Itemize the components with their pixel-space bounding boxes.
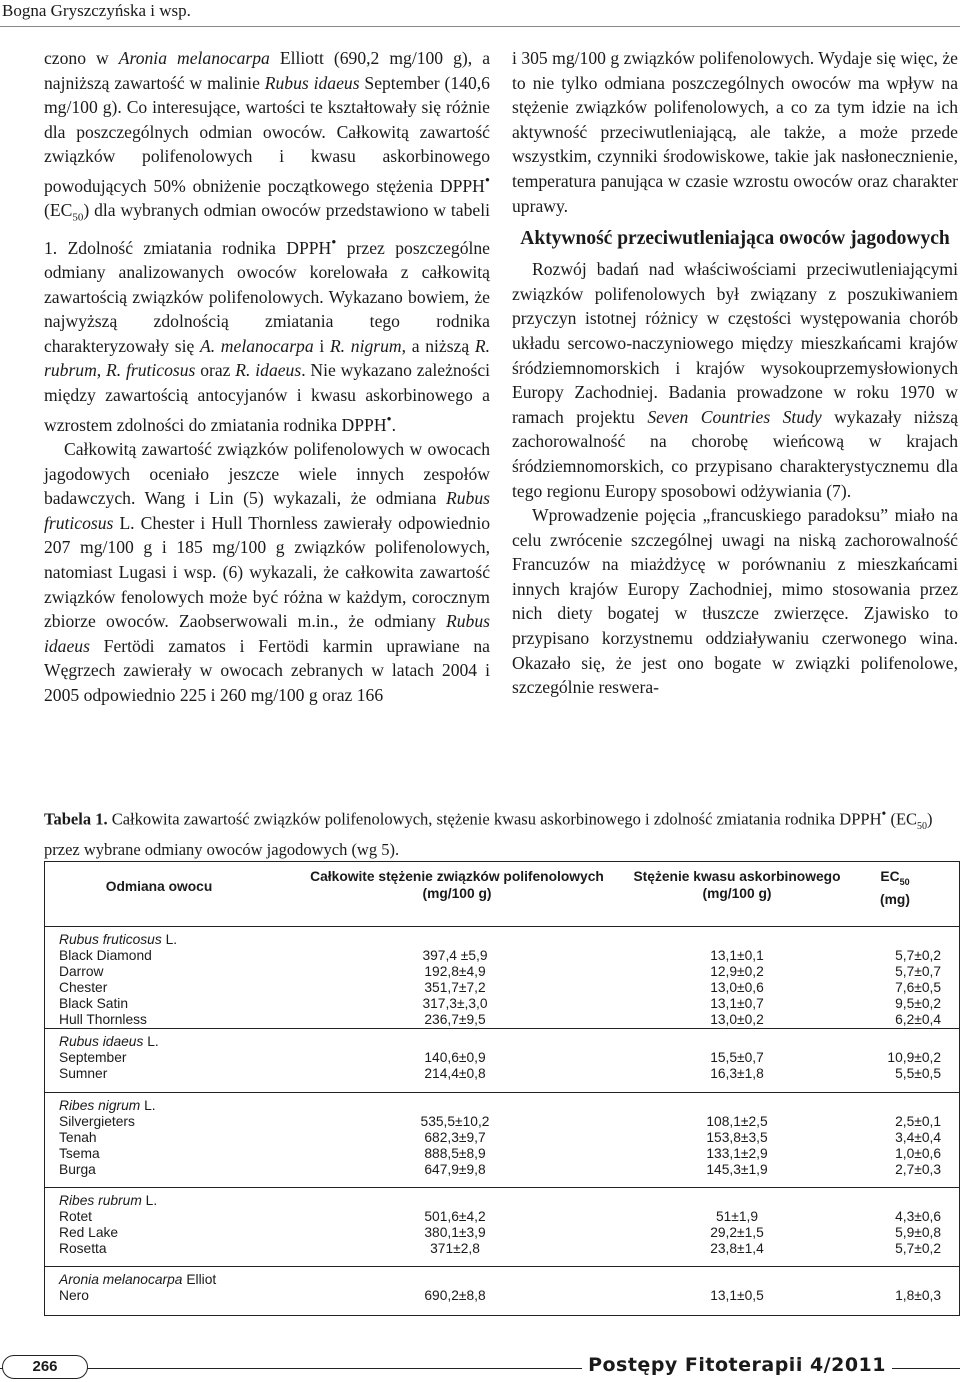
variety-name: Tenah: [59, 1130, 97, 1145]
polyphenol-value: 682,3±9,7: [424, 1130, 486, 1145]
table-caption: Tabela 1. Całkowita zawartość związków polifenolowych, stężenie kwasu askorbinowego i zdolność zmiatania rodnika DPPH• $(EC_{50})$ przez wybrane odmiany owoców jagodowych (wg 5).: [44, 806, 933, 859]
polyphenol-value: 236,7±9,5: [424, 1012, 486, 1027]
ec50-value: 10,9±0,2: [887, 1050, 941, 1065]
species-name: Rubus fruticosus L.: [59, 932, 178, 947]
ascorbic-value: 13,1±0,5: [710, 1288, 764, 1303]
species-name: Ribes nigrum L.: [59, 1098, 156, 1113]
variety-name: Darrow: [59, 964, 104, 979]
polyphenol-value: 317,3±,3,0: [422, 996, 488, 1011]
species-name: Rubus idaeus L.: [59, 1034, 159, 1049]
ec50-value: 6,2±0,4: [895, 1012, 941, 1027]
left-paragraph-2: Całkowitą zawartość związków polifenolowych w owocach jagodowych oceniało jeszcze wiele innych zespołów badawczych. Wang i Lin (5) wykazali, że odmiana Rubus fruticosus L. Chester i Hull Thornless zawierały odpowiednio 207 mg/100 g i 185 mg/100 g związków polifenolowych, natomiast Lugasi i wsp. (6) wykazali, że całkowita zawartość związków fenolowych może być różna w każdym, corocznym zbiorze owoców. Zaobserwowali m.in., że odmiany Rubus idaeus Fertödi zamatos i Fertödi karmin uprawiane na Węgrzech zawierały w owocach zebranych w latach 2004 i 2005 odpowiednio 225 i 260 mg/100 g oraz 166: [44, 439, 490, 705]
ec50-value: 1,8±0,3: [895, 1288, 941, 1303]
ascorbic-value: 145,3±1,9: [706, 1162, 768, 1177]
polyphenol-value: 647,9±9,8: [424, 1162, 486, 1177]
ascorbic-value: 12,9±0,2: [710, 964, 764, 979]
ascorbic-value: 23,8±1,4: [710, 1241, 764, 1256]
variety-name: Hull Thornless: [59, 1012, 147, 1027]
species-group: [45, 1187, 959, 1267]
variety-name: Black Diamond: [59, 948, 152, 963]
running-header-author: Bogna Gryszczyńska i wsp.: [2, 1, 191, 20]
page-number: 266: [2, 1355, 88, 1379]
ec50-value: 4,3±0,6: [895, 1209, 941, 1224]
polyphenol-value: 214,4±0,8: [424, 1066, 486, 1081]
data-table: [44, 861, 960, 1316]
variety-name: Rotet: [59, 1209, 92, 1224]
section-heading: Aktywność przeciwutleniająca owoców jagodowych: [520, 228, 950, 250]
variety-name: Silvergieters: [59, 1114, 135, 1129]
right-paragraph-1: i 305 mg/100 g związków polifenolowych. Wydaje się więc, że to nie tylko odmiana poszczególnych owoców ma wpływ na stężenie związków polifenolowych, a co za tym idzie na ich aktywność przeciwutleniającą, ale także, a może przede wszystkim, czynniki środowiskowe, takie jak nasłonecznienie, temperatura panująca w czasie wzrostu owoców oraz charakter uprawy.: [512, 48, 958, 216]
ascorbic-value: 13,1±0,1: [710, 948, 764, 963]
polyphenol-value: 397,4 ±5,9: [422, 948, 488, 963]
ascorbic-value: 13,0±0,6: [710, 980, 764, 995]
polyphenol-value: 371±2,8: [430, 1241, 480, 1256]
polyphenol-value: 192,8±4,9: [424, 964, 486, 979]
ec50-value: 9,5±0,2: [895, 996, 941, 1011]
ec50-value: 5,7±0,7: [895, 964, 941, 979]
variety-name: Nero: [59, 1288, 89, 1303]
species-group: [45, 926, 959, 1029]
ec50-value: 5,9±0,8: [895, 1225, 941, 1240]
polyphenol-value: 380,1±3,9: [424, 1225, 486, 1240]
ec50-value: 7,6±0,5: [895, 980, 941, 995]
polyphenol-value: 888,5±8,9: [424, 1146, 486, 1161]
variety-name: Tsema: [59, 1146, 100, 1161]
variety-name: Black Satin: [59, 996, 129, 1011]
ascorbic-value: 15,5±0,7: [710, 1050, 764, 1065]
ascorbic-value: 13,1±0,7: [710, 996, 764, 1011]
left-paragraph-1: czono w Aronia melanocarpa Elliott (690,2 mg/100 g), a najniższą zawartość w malinie Rubus idaeus September (140,6 mg/100 g). Co interesujące, wartości te kształtowały się różnie dla poszczególnych odmian owoców. Całkowitą zawartość związków polifenolowych i kwasu askorbinowego powodujących 50% obniżenie początkowego stężenia DPPH• $(EC_{50})$ dla wybranych odmian owoców przedstawiono w tabeli 1. Zdolność zmiatania rodnika DPPH• przez poszczególne odmiany analizowanych owoców korelowała z całkowitą zawartością związków polifenolowych. Wykazano bowiem, że najwyższą zdolnością zmiatania tego rodnika charakteryzowały się A. melanocarpa i R. nigrum, a niższą R. rubrum, R. fruticosus oraz R. idaeus. Nie wykazano zależności między zawartością antocyjanów i kwasu askorbinowego a wzrostem zdolności do zmiatania rodnika DPPH•.: [44, 48, 491, 435]
species-group: [45, 1028, 959, 1093]
polyphenol-value: 501,6±4,2: [424, 1209, 486, 1224]
right-column: [512, 46, 958, 700]
right-paragraph-2: Rozwój badań nad właściwościami przeciwutleniającymi związków polifenolowych był związany z poszukiwaniem przyczyn istotnej różnicy w częstości występowania chorób układu sercowo-naczyniowego między mieszkańcami krajów śródziemnomorskich i krajów wysokouprzemysłowionych Europy Zachodniej. Badania prowadzone w roku 1970 w ramach projektu Seven Countries Study wykazały niższą zachorowalność na chorobę wieńcową w krajach śródziemnomorskich, co przypisano charakterystycznemu dla tego regionu Europy sposobowi odżywiania (7).: [512, 259, 959, 501]
header-ascorbic: Stężenie kwasu askorbinowego (mg/100 g): [633, 869, 841, 901]
variety-name: September: [59, 1050, 127, 1065]
left-column: [44, 46, 490, 708]
header-divider: [0, 26, 960, 27]
species-name: Ribes rubrum L.: [59, 1193, 158, 1208]
polyphenol-value: 351,7±7,2: [424, 980, 486, 995]
right-paragraph-3: Wprowadzenie pojęcia „francuskiego paradoksu” miało na celu zwrócenie szczególnej uwagi na niską zachorowalność Francuzów na miażdżycę w porównaniu z mieszkańcami innych krajów Europy Zachodniej, mimo stosowania przez nich diety bogatej w tłuszcze zwierzęce. Zjawisko to przypisano korzystnemu oddziaływaniu czerwonego wina. Okazało się, że jest ono bogate w związki polifenolowe, szczególnie reswera-: [512, 505, 958, 698]
ascorbic-value: 29,2±1,5: [710, 1225, 764, 1240]
ec50-value: 5,7±0,2: [895, 948, 941, 963]
ascorbic-value: 153,8±3,5: [706, 1130, 768, 1145]
variety-name: Sumner: [59, 1066, 108, 1081]
ascorbic-value: 13,0±0,2: [710, 1012, 764, 1027]
ascorbic-value: 51±1,9: [715, 1209, 759, 1224]
species-group: [45, 1266, 959, 1315]
species-name: Aronia melanocarpa Elliot: [59, 1272, 217, 1287]
ec50-value: 1,0±0,6: [895, 1146, 941, 1161]
table-header-row: [45, 862, 959, 927]
ascorbic-value: 16,3±1,8: [710, 1066, 764, 1081]
ec50-value: 2,7±0,3: [895, 1162, 941, 1177]
variety-name: Chester: [59, 980, 108, 995]
ec50-value: 3,4±0,4: [895, 1130, 941, 1145]
ec50-value: 2,5±0,1: [895, 1114, 941, 1129]
ascorbic-value: 108,1±2,5: [706, 1114, 768, 1129]
variety-name: Red Lake: [59, 1225, 119, 1240]
polyphenol-value: 690,2±8,8: [424, 1288, 486, 1303]
journal-title: Postępy Fitoterapii 4/2011: [582, 1352, 892, 1378]
variety-name: Rosetta: [59, 1241, 107, 1256]
ascorbic-value: 133,1±2,9: [706, 1146, 768, 1161]
ec50-value: 5,5±0,5: [895, 1066, 941, 1081]
header-polyphenols: Całkowite stężenie związków polifenolowych (mg/100 g): [310, 869, 604, 901]
ec50-value: 5,7±0,2: [895, 1241, 941, 1256]
header-ec50: $EC_{50}$ (mg): [880, 869, 910, 907]
polyphenol-value: 140,6±0,9: [424, 1050, 486, 1065]
header-variety: Odmiana owocu: [105, 879, 213, 894]
variety-name: Burga: [59, 1162, 96, 1177]
polyphenol-value: 535,5±10,2: [420, 1114, 490, 1129]
species-group: [45, 1092, 959, 1188]
